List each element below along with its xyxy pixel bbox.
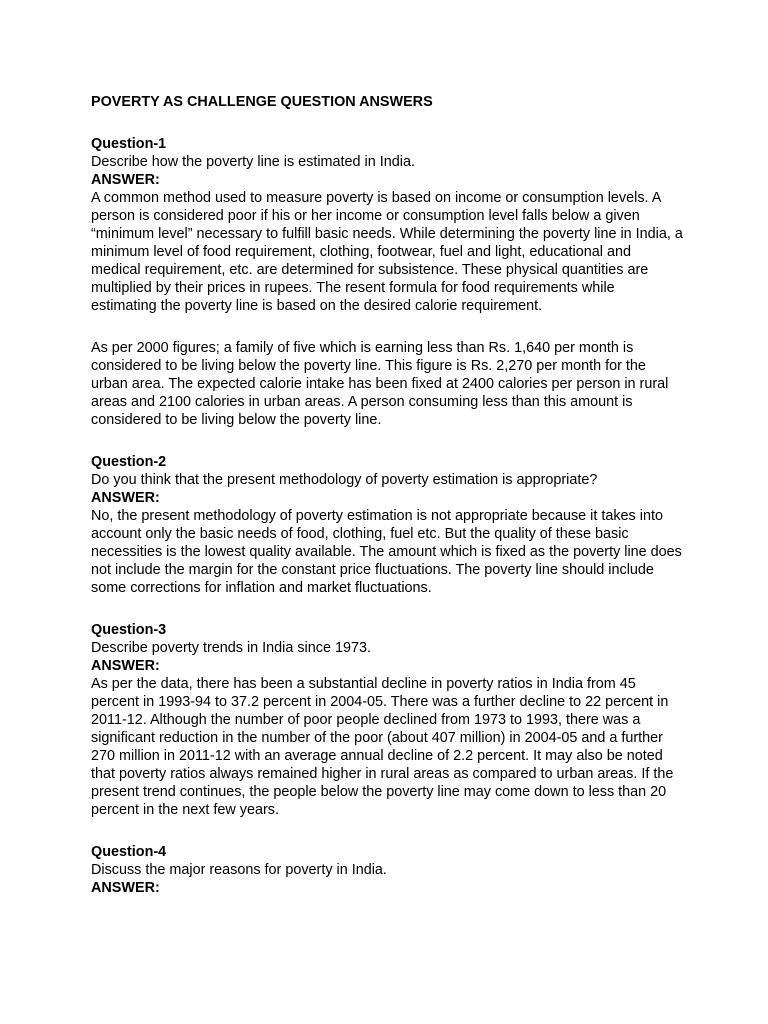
answer-paragraph: As per 2000 figures; a family of five which is earning less than Rs. 1,640 per month is considered to be living below the poverty line. This figure is Rs. 2,270 per month for the urban area. The expected calorie intake has been fixed at 2400 calories per person in rural areas and 2100 calories in urban areas. A person consuming less than this amount is considered to be living below the poverty line. [91,340,669,428]
question-section-2 [91,453,683,597]
question-text: Do you think that the present methodology of poverty estimation is appropriate? [91,472,598,488]
document-title: POVERTY AS CHALLENGE QUESTION ANSWERS [91,94,433,110]
answer-label: ANSWER: [91,880,160,896]
question-text: Describe how the poverty line is estimated in India. [91,154,415,170]
answer-label: ANSWER: [91,172,160,188]
answer-label: ANSWER: [91,658,160,674]
question-heading: Question-4 [91,844,167,860]
answer-paragraph: As per the data, there has been a substantial decline in poverty ratios in India from 45 percent in 1993-94 to 37.2 percent in 2004-05. There was a further decline to 22 percent in 2011-12. Although the number of poor people declined from 1973 to 1993, there was a significant reduction in the number of the poor (about 407 million) in 2004-05 and a further 270 million in 2011-12 with an average annual decline of 2.2 percent. It may also be noted that poverty ratios always remained higher in rural areas as compared to urban areas. If the present trend continues, the people below the poverty line may come down to less than 20 percent in the next few years. [91,676,674,818]
answer-label: ANSWER: [91,490,160,506]
document-body [91,93,683,921]
question-heading: Question-2 [91,454,167,470]
question-text: Describe poverty trends in India since 1973. [91,640,371,656]
question-section-4 [91,843,683,897]
question-text: Discuss the major reasons for poverty in India. [91,862,387,878]
question-section-1 [91,135,683,429]
question-heading: Question-3 [91,622,167,638]
question-section-3 [91,621,683,819]
answer-paragraph: No, the present methodology of poverty estimation is not appropriate because it takes into account only the basic needs of food, clothing, fuel etc. But the quality of these basic necessities is the lowest quality available. The amount which is fixed as the poverty line does not include the margin for the constant price fluctuations. The poverty line should include some corrections for inflation and market fluctuations. [91,508,682,596]
answer-paragraph: A common method used to measure poverty is based on income or consumption levels. A person is considered poor if his or her income or consumption level falls below a given “minimum level” necessary to fulfill basic needs. While determining the poverty line in India, a minimum level of food requirement, clothing, footwear, fuel and light, educational and medical requirement, etc. are determined for subsistence. These physical quantities are multiplied by their prices in rupees. The resent formula for food requirements while estimating the poverty line is based on the desired calorie requirement. [91,190,683,314]
question-heading: Question-1 [91,136,167,152]
